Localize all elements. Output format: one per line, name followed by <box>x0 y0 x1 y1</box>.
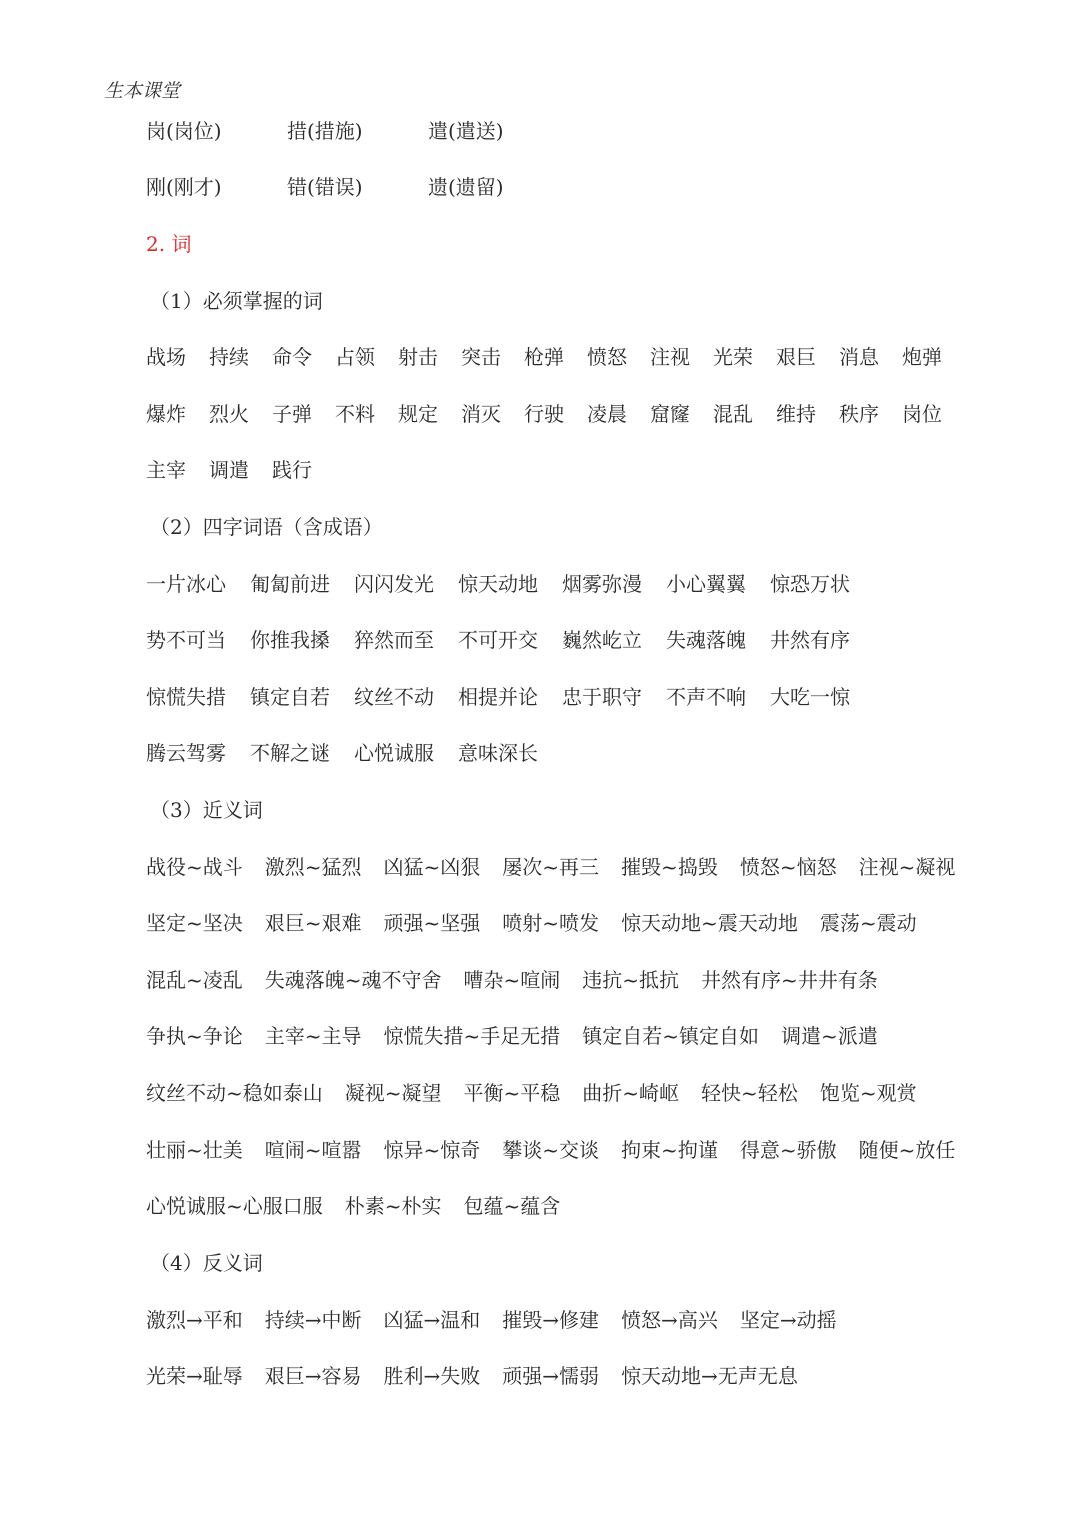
antonym-pair: 胜利→失败 <box>383 1364 481 1388</box>
vocab-item: 光荣 <box>713 345 753 369</box>
synonym-pair: 平衡~平稳 <box>463 1081 561 1105</box>
synonym-pair: 顽强~坚强 <box>383 911 481 935</box>
synonym-pair: 惊天动地~震天动地 <box>621 911 798 935</box>
synonym-row <box>146 1021 900 1051</box>
idiom-item: 烟雾弥漫 <box>562 572 642 596</box>
antonym-pair: 愤怒→高兴 <box>621 1308 718 1332</box>
antonym-pair: 持续→中断 <box>264 1308 362 1332</box>
section-title: 2. 词 <box>146 232 192 256</box>
synonym-row <box>146 908 939 938</box>
char-item: 刚(刚才) <box>146 175 222 199</box>
vocab-item: 不料 <box>335 402 375 426</box>
vocab-row <box>146 399 942 429</box>
idiom-row <box>146 569 874 599</box>
synonym-pair: 喧闹~喧嚣 <box>264 1138 362 1162</box>
synonym-pair: 随便~放任 <box>858 1138 956 1162</box>
vocab-item: 践行 <box>272 458 312 482</box>
subsection-title-1: （1）必须掌握的词 <box>150 289 323 313</box>
idiom-item: 不解之谜 <box>250 741 330 765</box>
vocab-item: 枪弹 <box>524 345 564 369</box>
idiom-item: 闪闪发光 <box>354 572 434 596</box>
idiom-item: 相提并论 <box>458 685 538 709</box>
vocab-item: 注视 <box>650 345 690 369</box>
char-item: 错(错误) <box>287 175 363 199</box>
vocab-item: 岗位 <box>902 402 942 426</box>
synonym-pair: 轻快~轻松 <box>701 1081 798 1105</box>
vocab-item: 炮弹 <box>902 345 942 369</box>
vocab-item: 占领 <box>335 345 375 369</box>
vocab-row <box>146 455 335 485</box>
antonym-pair: 光荣→耻辱 <box>146 1364 243 1388</box>
idiom-item: 势不可当 <box>146 628 226 652</box>
antonym-pair: 惊天动地→无声无息 <box>621 1364 798 1388</box>
vocab-item: 行驶 <box>524 402 564 426</box>
idiom-item: 你推我搡 <box>250 628 330 652</box>
vocab-item: 秩序 <box>839 402 879 426</box>
synonym-pair: 纹丝不动~稳如泰山 <box>146 1081 323 1105</box>
idiom-item: 大吃一惊 <box>770 685 850 709</box>
vocab-item: 愤怒 <box>587 345 627 369</box>
synonym-pair: 包蕴~蕴含 <box>463 1194 561 1218</box>
idiom-item: 一片冰心 <box>146 572 226 596</box>
synonym-pair: 喷射~喷发 <box>502 911 600 935</box>
vocab-item: 爆炸 <box>146 402 186 426</box>
idiom-item: 腾云驾雾 <box>146 741 226 765</box>
synonym-pair: 得意~骄傲 <box>739 1138 837 1162</box>
synonym-pair: 混乱~凌乱 <box>146 968 243 992</box>
vocab-item: 维持 <box>776 402 816 426</box>
vocab-item: 凌晨 <box>587 402 627 426</box>
idiom-row <box>146 738 562 768</box>
idiom-item: 纹丝不动 <box>354 685 434 709</box>
vocab-item: 规定 <box>398 402 438 426</box>
synonym-pair: 凶猛~凶狠 <box>383 855 481 879</box>
synonym-row <box>146 965 900 995</box>
synonym-pair: 曲折~崎岖 <box>582 1081 680 1105</box>
synonym-row <box>146 1078 939 1108</box>
vocab-item: 烈火 <box>209 402 249 426</box>
idiom-item: 井然有序 <box>770 628 850 652</box>
antonym-pair: 坚定→动摇 <box>739 1308 837 1332</box>
synonym-pair: 摧毁~捣毁 <box>621 855 718 879</box>
idiom-item: 巍然屹立 <box>562 628 642 652</box>
synonym-pair: 违抗~抵抗 <box>582 968 680 992</box>
synonym-row <box>146 852 977 882</box>
subsection-title-4: （4）反义词 <box>150 1251 263 1275</box>
char-row-1 <box>146 116 569 146</box>
idiom-item: 忠于职守 <box>562 685 642 709</box>
idiom-item: 惊慌失措 <box>146 685 226 709</box>
synonym-pair: 艰巨~艰难 <box>264 911 362 935</box>
synonym-pair: 战役~战斗 <box>146 855 243 879</box>
idiom-row <box>146 682 874 712</box>
synonym-pair: 坚定~坚决 <box>146 911 243 935</box>
synonym-pair: 争执~争论 <box>146 1024 243 1048</box>
vocab-item: 窟窿 <box>650 402 690 426</box>
vocab-item: 调遣 <box>209 458 249 482</box>
vocab-item: 艰巨 <box>776 345 816 369</box>
synonym-pair: 心悦诚服~心服口服 <box>146 1194 323 1218</box>
idiom-item: 惊恐万状 <box>770 572 850 596</box>
synonym-pair: 壮丽~壮美 <box>146 1138 243 1162</box>
synonym-pair: 惊异~惊奇 <box>383 1138 481 1162</box>
vocab-item: 射击 <box>398 345 438 369</box>
antonym-pair: 凶猛→温和 <box>383 1308 481 1332</box>
vocab-item: 消息 <box>839 345 879 369</box>
subsection-title-3: （3）近义词 <box>150 798 263 822</box>
idiom-item: 失魂落魄 <box>666 628 746 652</box>
vocab-item: 子弹 <box>272 402 312 426</box>
idiom-item: 心悦诚服 <box>354 741 434 765</box>
antonym-pair: 艰巨→容易 <box>264 1364 362 1388</box>
synonym-pair: 镇定自若~镇定自如 <box>582 1024 760 1048</box>
vocab-item: 持续 <box>209 345 249 369</box>
char-row-2 <box>146 172 569 202</box>
synonym-pair: 激烈~猛烈 <box>264 855 362 879</box>
idiom-item: 镇定自若 <box>250 685 330 709</box>
idiom-item: 意味深长 <box>458 741 538 765</box>
synonym-pair: 朴素~朴实 <box>344 1194 442 1218</box>
vocab-item: 战场 <box>146 345 186 369</box>
synonym-pair: 拘束~拘谨 <box>621 1138 718 1162</box>
antonym-row <box>146 1361 820 1391</box>
vocab-item: 混乱 <box>713 402 753 426</box>
idiom-row <box>146 625 874 655</box>
idiom-item: 匍匐前进 <box>250 572 330 596</box>
synonym-pair: 屡次~再三 <box>502 855 600 879</box>
idiom-item: 小心翼翼 <box>666 572 746 596</box>
synonym-pair: 饱览~观赏 <box>819 1081 917 1105</box>
subsection-title-2: （2）四字词语（含成语） <box>150 515 383 539</box>
synonym-row <box>146 1191 582 1221</box>
synonym-pair: 井然有序~井井有条 <box>701 968 878 992</box>
antonym-pair: 摧毁→修建 <box>502 1308 600 1332</box>
idiom-item: 猝然而至 <box>354 628 434 652</box>
vocab-item: 消灭 <box>461 402 501 426</box>
synonym-pair: 攀谈~交谈 <box>502 1138 600 1162</box>
vocab-item: 突击 <box>461 345 501 369</box>
synonym-pair: 震荡~震动 <box>819 911 917 935</box>
page-header: 生本课堂 <box>104 80 181 102</box>
synonym-pair: 主宰~主导 <box>264 1024 362 1048</box>
idiom-item: 不可开交 <box>458 628 538 652</box>
vocab-item: 命令 <box>272 345 312 369</box>
vocab-item: 主宰 <box>146 458 186 482</box>
idiom-item: 惊天动地 <box>458 572 538 596</box>
synonym-pair: 注视~凝视 <box>858 855 956 879</box>
synonym-row <box>146 1135 977 1165</box>
synonym-pair: 凝视~凝望 <box>344 1081 442 1105</box>
vocab-row <box>146 342 942 372</box>
antonym-row <box>146 1305 859 1335</box>
char-item: 岗(岗位) <box>146 119 222 143</box>
char-item: 措(措施) <box>287 119 363 143</box>
synonym-pair: 嘈杂~喧闹 <box>463 968 561 992</box>
char-item: 遣(遣送) <box>428 119 504 143</box>
synonym-pair: 惊慌失措~手足无措 <box>383 1024 561 1048</box>
antonym-pair: 顽强→懦弱 <box>502 1364 600 1388</box>
idiom-item: 不声不响 <box>666 685 746 709</box>
char-item: 遗(遗留) <box>428 175 504 199</box>
antonym-pair: 激烈→平和 <box>146 1308 243 1332</box>
synonym-pair: 愤怒~恼怒 <box>739 855 837 879</box>
synonym-pair: 调遣~派遣 <box>781 1024 878 1048</box>
synonym-pair: 失魂落魄~魂不守舍 <box>264 968 442 992</box>
